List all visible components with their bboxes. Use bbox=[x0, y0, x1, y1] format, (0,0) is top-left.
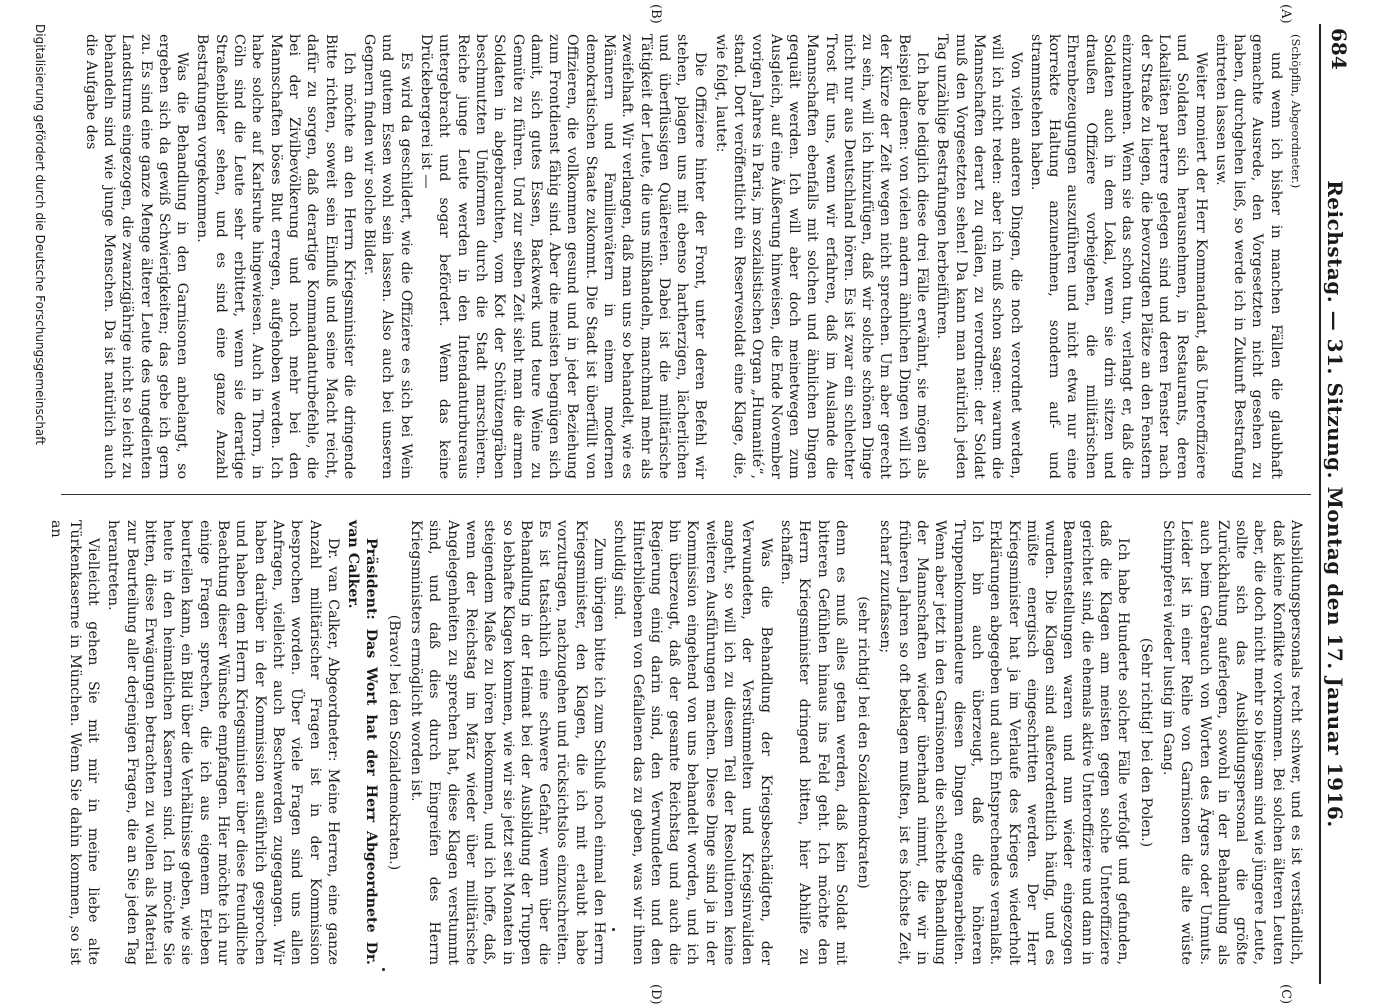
paragraph: Von vielen anderen Dingen, die noch verordnet werden, will ich nicht reden: aber ich muß schon sagen: warum die Mannschaften derart zu quälen, zu verordnen: der Soldat muß den Vorgesetzten sehen! Da kann man natürlich jeden Tag unzählige Bestrafungen herbeiführen. bbox=[934, 34, 1024, 479]
scan-speck bbox=[382, 968, 385, 971]
paragraph: Was die Behandlung der Kriegsbeschädigten, der Verwundeten, der Verstümmelten und Kriegsinvaliden angeht, so will ich zu diesem Teil der Resolutionen keine weiteren Ausführungen machen. Diese Dinge sind ja in der Kommission eingehend von uns behandelt worden, und ich bin überzeugt, daß der gesamte Reichstag und auch die Regierung einig darin sind, den Verwundeten und den Hinterbliebenen von Gefallenen das zu geben, was wir ihnen schuldig sind. bbox=[611, 520, 774, 965]
paragraph: denn es muß alles getan werden, daß kein Soldat mit bitteren Gefühlen hinaus ins Feld geht. Ich möchte den Herrn Kriegsminister dringend bitten, hier Abhilfe zu schaffen. bbox=[777, 520, 849, 965]
paragraph: Vielleicht gehen Sie mit mir in meine liebe alte Türkenkaserne in München. Wenn Sie dahin kommen, so ist an bbox=[48, 520, 101, 965]
paragraph: und wenn ich bisher in manchen Fällen die glaubhaft gemachte Ausrede, den Vorgesetzten nicht gesehen zu haben, durchgehen ließ, so werde ich in Zukunft Bestrafung eintreten lassen usw. bbox=[1212, 34, 1284, 479]
quoted-paragraph: Die Offiziere hinter der Front, unter deren Befehl wir stehen, plagen uns mit ebenso hartherzigen, lächerlichen und überflüssigen Quälereien. Dabei ist die militärische Tätigkeit der Leute, die uns mißhandeln, manchmal mehr als zweifelhaft. Wir verlangen, daß man uns so behandelt, wie es Männern und Familienvätern in einem modernen demokratischen Staate zukommt. Die Stadt ist überfüllt von Offizieren, die vollkommen gesund und in jeder Beziehung zum Frontdienst fähig sind. Aber die meisten begnügen sich damit, sich gutes Essen, Backwerk und teure Weine zu Gemüte zu führen. Und zur selben Zeit sieht man die armen Soldaten in abgebrauchten, vom Kot der Schützengräben beschmutzten Uniformen durch die Stadt marschieren. Reiche junge Leute werden in den Intendanturbureaus untergebracht und sogar befördert. Wenn das keine Drückebergerei ist — bbox=[418, 34, 709, 479]
interjection: (sehr richtig! bei den Sozialdemokraten) bbox=[855, 596, 872, 889]
interjection: (Sehr richtig! bei den Polen.) bbox=[1137, 637, 1154, 848]
paragraph: Ich möchte an den Herrn Kriegsminister die dringende Bitte richten, soweit sein Einfluß und seine Macht reicht, dafür zu sorgen, daß derartige Kommandanturbefehle, die bei der Zivilbevölkerung und noch mehr bei den Mannschaften böses Blut erregen, aufgehoben werden. Ich habe solche auf Karlsruhe hingewiesen. Auch in Thorn, in Cöln sind die Leute sehr erbittert, wenn sie derartige Straßenbilder sehen, und es sind eine ganze Anzahl Bestrafungen vorgekommen. bbox=[194, 34, 357, 479]
scan-speck bbox=[612, 928, 615, 931]
running-title: Reichstag. — 31. Sitzung. Montag den 17. Januar 1916. bbox=[1323, 180, 1347, 828]
column-divider bbox=[61, 494, 1311, 495]
paragraph: Ausbildungspersonals recht schwer, und es ist verständlich, daß kleine Konflikte vorkommen. Bei solchen älteren Leuten aber, die doch nicht mehr so biegsam sind wie jüngere Leute, sollte sich das Ausbildungspersonal die größte Zurückhaltung auferlegen, sowohl in der Behandlung als auch beim Gebrauch von Worten des Ärgers oder Unmuts. Leider ist in einer Reihe von Garnisonen die alte wüste Schimpferei wieder lustig im Gang. bbox=[1159, 520, 1304, 965]
margin-marker-d: (D) bbox=[648, 984, 663, 1005]
paragraph: Zum übrigen bitte ich zum Schluß noch einmal den Herrn Kriegsminister, den Klagen, die ich mit erlaubt habe vorzutragen, nachzugehen und rücksichtslos einzuschreiten. Es ist tatsächlich eine schwere Gefahr, wenn über die Behandlung in der Heimat bei der Ausbildung der Truppen so lebhafte Klagen kommen, wie wir sie jetzt seit Monaten in steigendem Maße zu hören bekommen, und ich hoffe, daß, wenn der Reichstag im März wieder über militärische Angelegenheiten zu sprechen hat, diese Klagen verstummt sind, und daß dies durch Eingreifen des Herrn Kriegsministers ermöglicht worden ist. bbox=[408, 520, 608, 965]
president-line: Präsident: Das Wort hat der Herr Abgeordnete Dr. van Calker. bbox=[345, 520, 380, 965]
margin-marker-b: (B) bbox=[648, 4, 663, 24]
paragraph: Dr. van Calker, Abgeordneter: Meine Herren, eine ganze Anzahl militärischer Fragen ist in der Kommission besprochen worden. Über viele Fragen sind uns allen Anfragen, vielleicht auch Beschwerden zugegangen. Wir haben darüber in der Kommission ausführlich gesprochen und haben dem Herrn Kriegsminister über diese freundliche Beachtung dieser Wünsche empfangen. Hier möchte ich nur einige Fragen sprechen, die ich aus eigenem Erleben beurteilen kann, ein Bild über die Verhältnisse geben, wie sie heute in den heimatlichen Kasernen sind. Ich möchte Sie bitten, diese Erwägungen betrachten zu wollen als Material zur Beurteilung aller derjenigen Fragen, die an Sie jeden Tag herantreten. bbox=[105, 520, 341, 965]
margin-marker-a: (A) bbox=[1278, 4, 1293, 24]
right-column bbox=[45, 520, 1305, 965]
paragraph: Ich habe Hunderte solcher Fälle verfolgt und gefunden, daß die Klagen am meisten gegen solche Unteroffiziere gerichtet sind, die ehemals aktive Unteroffiziere und dann in Beamtenstellungen waren und nun wieder eingezogen wurden. Die Klagen sind außerordentlich häufig, und es müßte energisch eingeschritten werden. Der Herr Kriegsminister hat ja im Verlaufe des Krieges wiederholt Erklärungen abgegeben und auch Entsprechendes veranlaßt. Ich bin auch überzeugt, daß die höheren Truppenkommandeure diesen Dingen entgegenarbeiten. Wenn aber jetzt in den Garnisonen die schlechte Behandlung der Mannschaften wieder überhand nimmt, die wir in früheren Jahren so oft beklagen mußten, ist es höchste Zeit, scharf zuzufassen; bbox=[877, 520, 1132, 965]
page-header bbox=[1319, 24, 1361, 984]
page-number: 684 bbox=[1327, 28, 1351, 70]
speaker-intro: (Schöpflin, Abgeordneter.) bbox=[1289, 34, 1303, 189]
paragraph: Weiter moniert der Herr Kommandant, daß Unteroffiziere und Soldaten sich herausnehmen, in Restaurants, deren Lokalitäten parterre gelegen sind und deren Fenster nach der Straße zu liegen, die bevorzugten Plätze an den Fenstern einzunehmen. Wenn sie das schon tun, verlangt er, daß die Soldaten auch in dem Lokal, wenn sie drin sitzen und draußen Offiziere vorbeigehen, die militärischen Ehrenbezeugungen auszuführen und nicht etwa nur eine korrekte Haltung anzunehmen, sondern auf- und strammstehen haben. bbox=[1027, 34, 1209, 479]
interjection: (Bravo! bei den Sozialdemokraten.) bbox=[385, 614, 402, 871]
paragraph: Ich habe lediglich diese drei Fälle erwähnt, sie mögen als Beispiel dienen: von vielen andern ähnlichen Dingen will ich der Kürze der Zeit wegen nicht sprechen. Um aber gerecht zu sein, will ich hinzufügen, daß wir solche schönen Dinge nicht nur aus Deutschland hören. Es ist zwar ein schlechter Trost für uns, wenn wir erfahren, daß im Auslande die Mannschaften ebenfalls mit solchen und ähnlichen Dingen gequält werden. Ich will aber doch meinetwegen zum Ausgleich, auf eine Äußerung hinweisen, die Ende November vorigen Jahres in Paris, im sozialistischen Organ „Humanité“, stand. Dort veröffentlicht ein Reservesoldat eine Klage, die, wie folgt, lautet: bbox=[712, 34, 931, 479]
paragraph: Es wird da geschildert, wie die Offiziere es sich bei Wein und gutem Essen wohl sein lassen. Also auch bei unseren Gegnern finden wir solche Bilder. bbox=[361, 34, 414, 479]
left-column bbox=[79, 34, 1305, 479]
margin-marker-c: (C) bbox=[1278, 984, 1293, 1005]
footer-credit: Digitalisierung gefördert durch die Deutsche Forschungsgemeinschaft bbox=[33, 24, 47, 446]
paragraph: Was die Behandlung in den Garnisonen anbelangt, so ergeben sich da gewiß Schwierigkeiten; das gebe ich gern zu. Es sind eine ganze Menge älterer Leute des ungedienten Landsturms eingezogen, die zwanzigjährige nicht so leicht zu behandeln sind wie junge Menschen. Da ist natürlich auch die Aufgabe des bbox=[82, 34, 191, 479]
